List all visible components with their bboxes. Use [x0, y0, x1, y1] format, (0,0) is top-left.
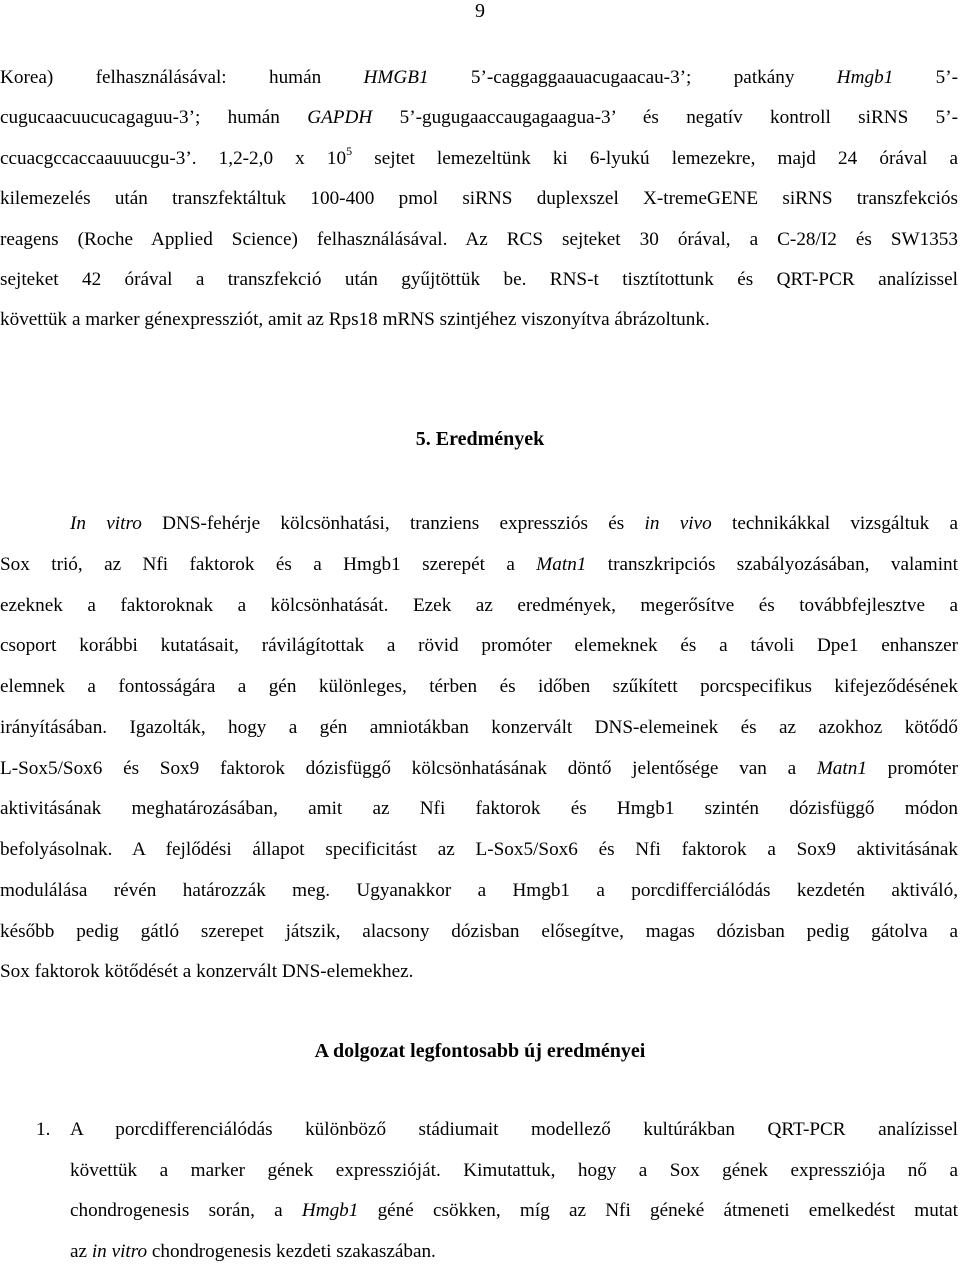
text-line: sejteket 42 órával a transzfekció után gyűjtöttük be. RNS-t tisztítottunk és QRT-PCR analízissel	[0, 260, 958, 300]
text-line: In vitro DNS-fehérje kölcsönhatási, tranziens expressziós és in vivo technikákkal vizsgáltuk a	[0, 504, 958, 545]
results-list	[0, 1110, 958, 1272]
paragraph-methods	[0, 58, 958, 341]
text-line: aktivitásának meghatározásában, amit az Nfi faktorok és Hmgb1 szintén dózisfüggő módon	[0, 789, 958, 830]
paragraph-results	[0, 504, 958, 993]
list-item-number: 1.	[36, 1110, 50, 1151]
section-heading-results: 5. Eredmények	[0, 428, 960, 451]
text-line: befolyásolnak. A fejlődési állapot specificitást az L-Sox5/Sox6 és Nfi faktorok a Sox9 aktivitásának	[0, 830, 958, 871]
text-line: A porcdifferenciálódás különböző stádiumait modellező kultúrákban QRT-PCR analízissel	[70, 1110, 958, 1151]
text-line: modulálása révén határozzák meg. Ugyanakkor a Hmgb1 a porcdifferciálódás kezdetén aktiváló,	[0, 871, 958, 912]
text-line: Sox faktorok kötődését a konzervált DNS-elemekhez.	[0, 952, 958, 993]
text-line: kilemezelés után transzfektáltuk 100-400 pmol siRNS duplexszel X-tremeGENE siRNS transzfekciós	[0, 179, 958, 219]
section-heading-new-results: A dolgozat legfontosabb új eredményei	[0, 1040, 960, 1063]
text-line: reagens (Roche Applied Science) felhasználásával. Az RCS sejteket 30 órával, a C-28/I2 és SW1353	[0, 220, 958, 260]
text-line: követtük a marker génexpressziót, amit az Rps18 mRNS szintjéhez viszonyítva ábrázoltunk.	[0, 300, 958, 340]
text-line: később pedig gátló szerepet játszik, alacsony dózisban elősegítve, magas dózisban pedig gátolva a	[0, 912, 958, 953]
text-line: az in vitro chondrogenesis kezdeti szakaszában.	[70, 1232, 958, 1272]
text-line: követtük a marker gének expresszióját. Kimutattuk, hogy a Sox gének expressziója nő a	[70, 1151, 958, 1192]
text-line: irányításában. Igazolták, hogy a gén amniotákban konzervált DNS-elemeinek és az azokhoz kötődő	[0, 708, 958, 749]
text-line: cugucaacuucucagaguu-3’; humán GAPDH 5’-gugugaaccaugagaagua-3’ és negatív kontroll siRNS 5’-	[0, 98, 958, 138]
text-line: Korea) felhasználásával: humán HMGB1 5’-caggaggaauacugaacau-3’; patkány Hmgb1 5’-	[0, 58, 958, 98]
text-line: chondrogenesis során, a Hmgb1 géné csökken, míg az Nfi géneké átmeneti emelkedést mutat	[70, 1191, 958, 1232]
text-line: ccuacgccaccaauuucgu-3’. 1,2-2,0 x $10^5$ sejtet lemezeltünk ki 6-lyukú lemezekre, majd 24 órával a	[0, 139, 958, 179]
text-line: Sox trió, az Nfi faktorok és a Hmgb1 szerepét a Matn1 transzkripciós szabályozásában, valamint	[0, 545, 958, 586]
list-item	[0, 1110, 958, 1272]
list-item-body	[70, 1110, 958, 1272]
text-line: L-Sox5/Sox6 és Sox9 faktorok dózisfüggő kölcsönhatásának döntő jelentősége van a Matn1 promóter	[0, 749, 958, 790]
text-line: elemnek a fontosságára a gén különleges, térben és időben szűkített porcspecifikus kifejeződésének	[0, 667, 958, 708]
text-line: csoport korábbi kutatásait, rávilágítottak a rövid promóter elemeknek és a távoli Dpe1 enhanszer	[0, 626, 958, 667]
page-number: 9	[475, 0, 485, 22]
text-line: ezeknek a faktoroknak a kölcsönhatását. Ezek az eredmények, megerősítve és továbbfejlesztve a	[0, 586, 958, 627]
